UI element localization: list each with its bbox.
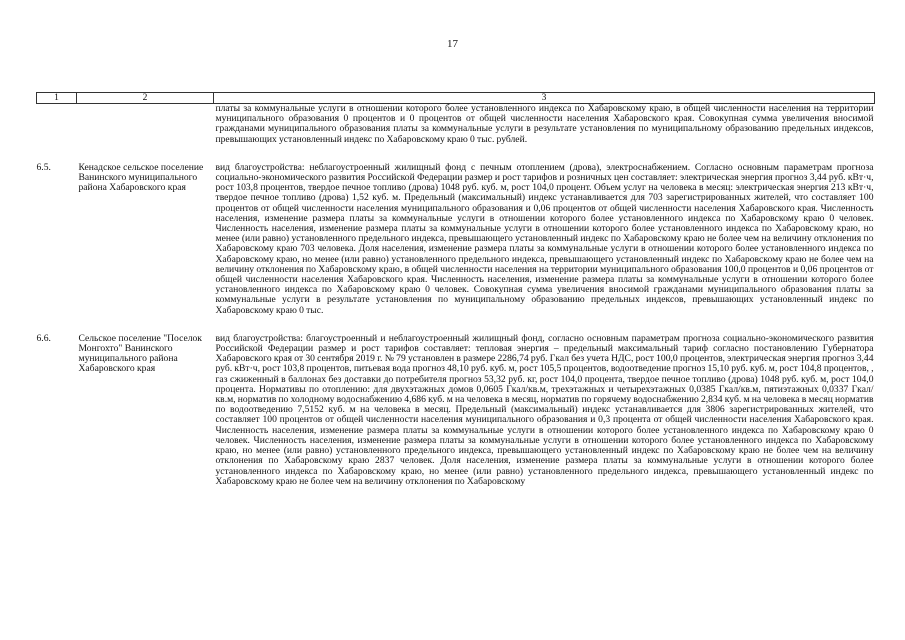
table-header-row xyxy=(37,93,875,104)
municipality-name: Кенадское сельское поселение Ванинского муниципального района Хабаровского края xyxy=(78,161,204,194)
column-header-1: 1 xyxy=(37,93,77,104)
row-description: вид благоустройства: благоустроенный и неблагоустроенный жилищный фонд, согласно основным параметрам прогноза социально-экономического развития Российской Федерации размер и рост тарифов составляет: тепловая энергия – предельный максимальный тариф согласно постановлению Губернатора Хабаровского края от 30 сентября 2019 г. № 79 установлен в размере 2286,74 руб. Гкал без учета НДС, рост 100,0 процентов, электрическая энергия прогноз 3,44 руб. кВт·ч, рост 103,8 процентов, питьевая вода прогноз 48,10 руб. куб. м, рост 105,5 процентов, водоотведение прогноз 15,10 руб. куб. м, рост 104,8 процентов, , газ сжиженный в баллонах без доставки до потребителя прогноз 53,32 руб. кг, рост 104,0 процента, твердое печное топливо (дрова) 1048 руб. куб. м, рост 104,0 процента. Нормативы по отоплению: для двухэтажных домов 0,0605 Гкал/кв.м, трехэтажных и четырехэтажных 0,0385 Гкал/кв.м, пятиэтажных 0,0337 Гкал/кв.м, норматив по холодному водоснабжению 4,686 куб. м на человека в месяц, норматив по горячему водоснабжению 2,834 куб. м на человека в месяц норматив по водоотведению 7,5152 куб. м на человека в месяц. Предельный (максимальный) индекс устанавливается для 3806 зарегистрированных жителей, что составляет 100 процентов от общей численности населения муниципального образования и 0,3 процента от общей численности населения Хабаровского края. Численность населения, изменение размера платы за коммунальные услуги в отношении которого более установленного индекса по Хабаровскому краю 0 человек. Численность населения, изменение размера платы за коммунальные услуги в отношении которого более установленного индекса по Хабаровскому краю, но менее (или равно) установленного предельного индекса, превышающего установленный индекс по Хабаровскому краю не более чем на величину отклонения по Хабаровскому краю 2837 человек. Доля населения, изменение размера платы за коммунальные услуги в отношении которого более установленного индекса по Хабаровскому краю, но менее (или равно) установленного предельного индекса, превышающего установленный индекс по Хабаровскому краю не более чем на величину отклонения по Хабаровскому xyxy=(215,332,874,487)
row-number: 6.5. xyxy=(36,161,51,173)
municipality-name xyxy=(77,104,214,145)
row-description: вид благоустройства: неблагоустроенный жилищный фонд с печным отоплением (дрова), электроснабжением. Согласно основным параметрам прогноза социально-экономического развития Российской Федерации размер и рост тарифов и розничных цен составляет: электрическая энергия прогноз 3,44 руб. кВт·ч, рост 103,8 процентов, твердое печное топливо (дрова) 1048 руб. куб. м, рост 104,0 процент. Объем услуг на человека в месяц: электрическая энергия 213 кВт·ч, твердое печное топливо (дрова) 1,52 куб. м. Предельный (максимальный) индекс устанавливается для 703 зарегистрированных жителей, что составляет 100 процентов от общей численности населения муниципального образования и 0,06 процентов от общей численности населения Хабаровского края. Численность населения, изменение размера платы за коммунальные услуги в отношении которого более установленного индекса по Хабаровскому краю 0 человек. Численность населения, изменение размера платы за коммунальные услуги в отношении которого более установленного индекса по Хабаровскому краю, но менее (или равно) установленного предельного индекса, превышающего установленный индекс по Хабаровскому краю не более чем на величину отклонения по Хабаровскому краю 703 человека. Доля населения, изменение размера платы за коммунальные услуги в отношении которого более установленного индекса по Хабаровскому краю, но менее (или равно) установленного предельного индекса, превышающего установленный индекс по Хабаровскому краю не более чем на величину отклонения по Хабаровскому краю, в общей численности населения на территории муниципального образования 100,0 процентов и 0,06 процентов от общей численности населения Хабаровского края. Численность населения, изменение размера платы за коммунальные услуги в отношении которого более установленного индекса по Хабаровскому краю 0 человек. Совокупная сумма увеличения вносимой гражданами муниципального образования платы за коммунальные услуги в результате установления по муниципальному образованию предельных индексов, превышающих установленный индекс по Хабаровскому краю 0 тыс. xyxy=(215,161,874,316)
municipal-index-table xyxy=(36,92,875,487)
column-header-3: 3 xyxy=(214,93,875,104)
table-header xyxy=(37,93,875,104)
row-spacer xyxy=(37,145,875,163)
row-number xyxy=(37,104,77,145)
row-description: платы за коммунальные услуги в отношении которого более установленного индекса по Хабаровскому краю, в общей численности населения на территории муниципального образования 0 процентов и 0 процентов от общей численности населения Хабаровского края. Совокупная сумма увеличения вносимой гражданами муниципального образования платы за коммунальные услуги в результате установления по муниципальному образованию предельных индексов, превышающих установленный индекс по Хабаровскому краю 0 тыс. рублей. xyxy=(215,103,874,145)
column-header-2: 2 xyxy=(77,93,214,104)
table-row-6-5 xyxy=(37,163,875,316)
table-row-6-6 xyxy=(37,334,875,487)
page-number: 17 xyxy=(447,38,458,50)
municipality-name: Сельское поселение "Поселок Монгохто" Ванинского муниципального района Хабаровского края xyxy=(78,332,202,375)
table-row-continuation xyxy=(37,104,875,145)
row-number: 6.6. xyxy=(36,332,51,344)
row-spacer xyxy=(37,316,875,334)
